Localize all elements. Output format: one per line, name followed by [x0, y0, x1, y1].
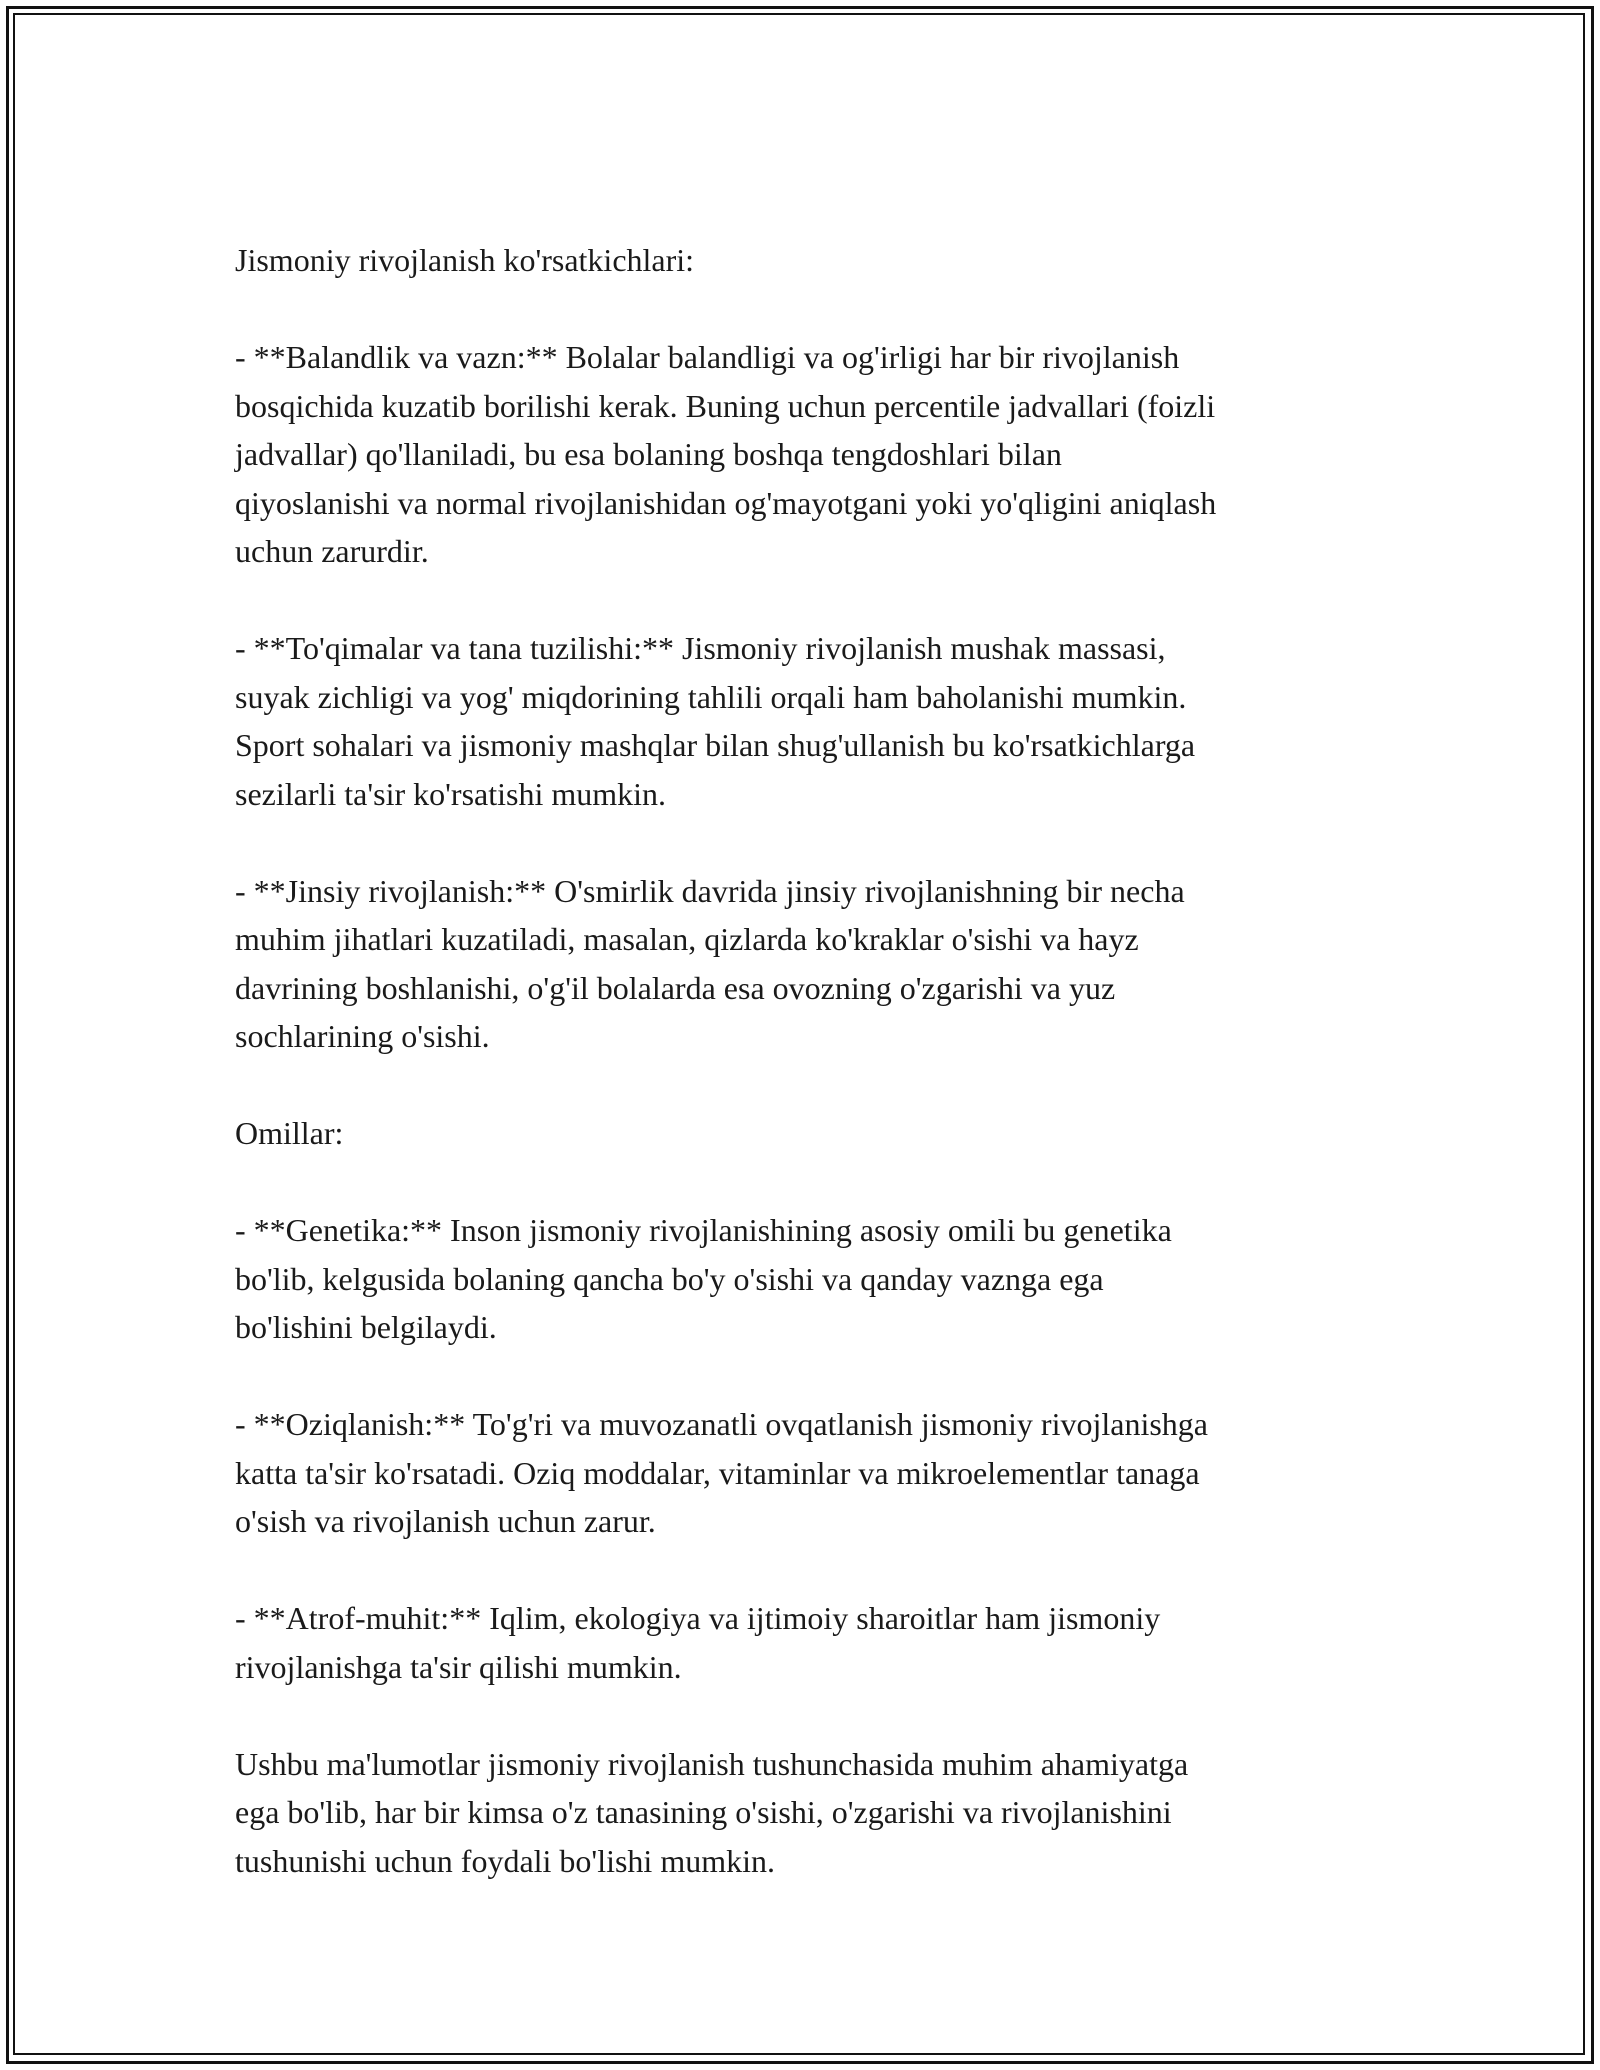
section-heading-factors: Omillar: — [235, 1115, 344, 1151]
section-heading-indicators: Jismoniy rivojlanish ko'rsatkichlari: — [235, 242, 695, 278]
paragraph-height-weight: - **Balandlik va vazn:** Bolalar balandligi va og'irligi har bir rivojlanish bosqichida kuzatib borilishi kerak. Buning uchun percentile jadvallari (foizli jadvallar) qo'llaniladi, bu esa bolaning boshqa tengdoshlari bilan qiyoslanishi va normal rivojlanishidan og'mayotgani yoki yo'qligini aniqlash uchun zarurdir. — [235, 339, 1217, 569]
document-body — [235, 236, 1365, 1885]
paragraph-genetics: - **Genetika:** Inson jismoniy rivojlanishining asosiy omili bu genetika bo'lib, kelgusida bolaning qancha bo'y o'sishi va qanday vaznga ega bo'lishini belgilaydi. — [235, 1212, 1172, 1345]
paragraph-sexual-development: - **Jinsiy rivojlanish:** O'smirlik davrida jinsiy rivojlanishning bir necha muhim jihatlari kuzatiladi, masalan, qizlarda ko'kraklar o'sishi va hayz davrining boshlanishi, o'g'il bolalarda esa ovozning o'zgarishi va yuz sochlarining o'sishi. — [235, 872, 1185, 1054]
paragraph-nutrition: - **Oziqlanish:** To'g'ri va muvozanatli ovqatlanish jismoniy rivojlanishga katta ta'sir ko'rsatadi. Oziq moddalar, vitaminlar va mikroelementlar tanaga o'sish va rivojlanish uchun zarur. — [235, 1406, 1208, 1539]
paragraph-tissues-body: - **To'qimalar va tana tuzilishi:** Jismoniy rivojlanish mushak massasi, suyak zichligi va yog' miqdorining tahlili orqali ham baholanishi mumkin. Sport sohalari va jismoniy mashqlar bilan shug'ullanish bu ko'rsatkichlarga sezilarli ta'sir ko'rsatishi mumkin. — [235, 630, 1196, 812]
paragraph-conclusion: Ushbu ma'lumotlar jismoniy rivojlanish tushunchasida muhim ahamiyatga ega bo'lib, har bir kimsa o'z tanasining o'sishi, o'zgarishi va rivojlanishini tushunishi uchun foydali bo'lishi mumkin. — [235, 1745, 1189, 1879]
paragraph-environment: - **Atrof-muhit:** Iqlim, ekologiya va ijtimoiy sharoitlar ham jismoniy rivojlanishga ta'sir qilishi mumkin. — [235, 1600, 1161, 1685]
